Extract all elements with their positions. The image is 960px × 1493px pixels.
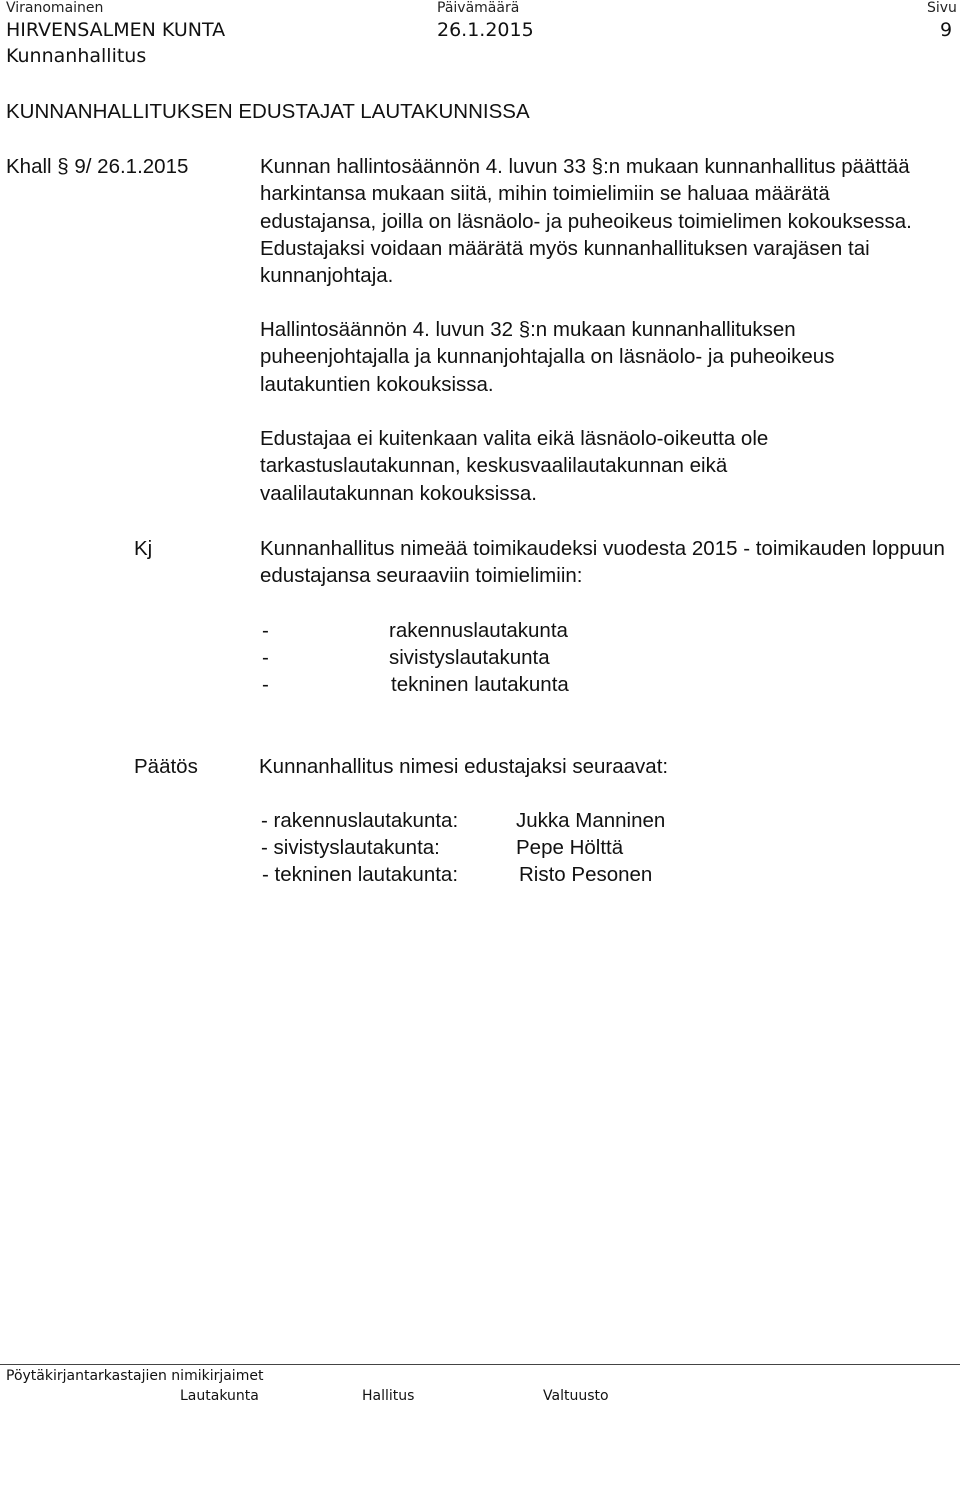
section-reference: Khall § 9/ 26.1.2015 [6, 155, 189, 178]
issuer-sub: Kunnanhallitus [6, 45, 147, 67]
proposal-label: Kj [134, 537, 153, 560]
list-item: sivistyslautakunta [389, 646, 550, 669]
footer-column-lautakunta: Lautakunta [180, 1388, 259, 1404]
decision-label: Päätös [134, 755, 198, 778]
footer-column-valtuusto: Valtuusto [543, 1388, 609, 1404]
issuer-name: HIRVENSALMEN KUNTA [6, 19, 226, 41]
footer-divider [0, 1364, 960, 1365]
list-dash: - [262, 646, 269, 669]
decision-person: Jukka Manninen [516, 809, 666, 832]
decision-body: - rakennuslautakunta: [261, 809, 459, 832]
paragraph-2: Hallintosäännön 4. luvun 32 §:n mukaan kunnanhallituksen puheenjohtajalla ja kunnanjohtajalla on läsnäolo- ja puheoikeus lautakuntien kokouksissa. [260, 318, 835, 396]
proposal-text: Kunnanhallitus nimeää toimikaudeksi vuodesta 2015 - toimikauden loppuun edustajansa seuraaviin toimielimiin: [260, 537, 945, 588]
decision-body: - sivistyslautakunta: [261, 836, 440, 859]
date-label: Päivämäärä [437, 0, 520, 16]
signatures-label: Pöytäkirjantarkastajien nimikirjaimet [6, 1368, 264, 1384]
list-item: rakennuslautakunta [389, 619, 568, 642]
decision-person: Risto Pesonen [519, 863, 653, 886]
list-dash: - [262, 619, 269, 642]
decision-text: Kunnanhallitus nimesi edustajaksi seuraavat: [259, 755, 669, 778]
page-number: 9 [940, 19, 953, 41]
paragraph-1: Kunnan hallintosäännön 4. luvun 33 §:n mukaan kunnanhallitus päättää harkintansa mukaan siitä, mihin toimielimiin se haluaa määrätä edustajansa, joilla on läsnäolo- ja puheoikeus toimielimen kokouksessa. Edustajaksi voidaan määrätä myös kunnanhallituksen varajäsen tai kunnanjohtaja. [260, 155, 912, 288]
footer-column-hallitus: Hallitus [362, 1388, 415, 1404]
issuer-label: Viranomainen [6, 0, 104, 16]
meeting-date: 26.1.2015 [437, 19, 534, 41]
paragraph-3: Edustajaa ei kuitenkaan valita eikä läsnäolo-oikeutta ole tarkastuslautakunnan, keskusvaalilautakunnan eikä vaalilautakunnan kokouksissa. [260, 427, 769, 505]
page-label: Sivu [927, 0, 957, 16]
list-dash: - [262, 673, 269, 696]
decision-body: - tekninen lautakunta: [262, 863, 459, 886]
decision-person: Pepe Hölttä [516, 836, 624, 859]
document-title: KUNNANHALLITUKSEN EDUSTAJAT LAUTAKUNNISSA [6, 100, 530, 123]
list-item: tekninen lautakunta [391, 673, 569, 696]
